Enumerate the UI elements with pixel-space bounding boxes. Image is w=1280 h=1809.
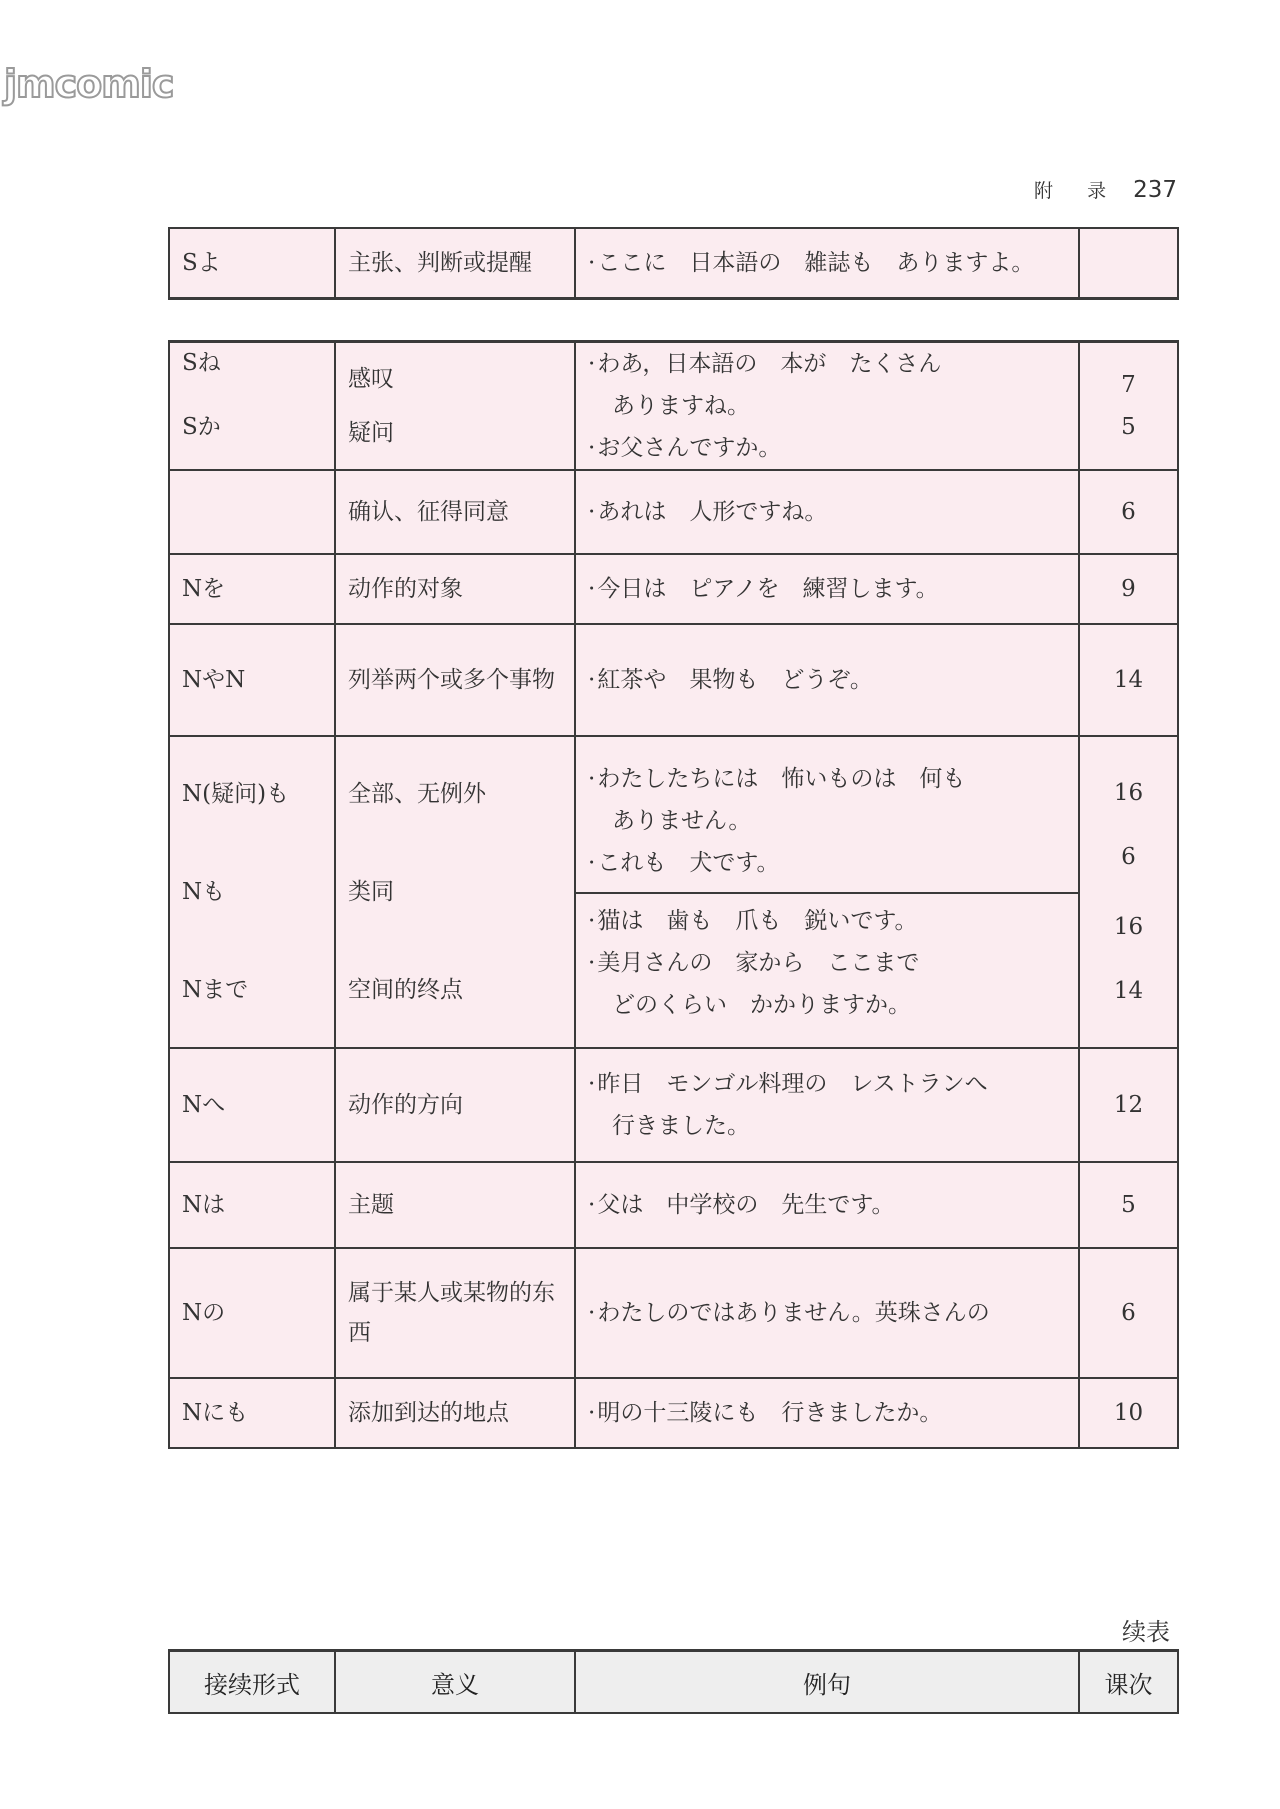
table-row <box>169 1162 1178 1248</box>
grammar-table-main <box>168 340 1179 1449</box>
lesson-cell: 10 <box>1079 1378 1178 1448</box>
form-text: Sね <box>182 350 221 376</box>
lesson-number: 5 <box>1121 414 1136 440</box>
example-text: ありません。 <box>612 808 752 834</box>
example-text: ここに 日本語の 雑誌も ありますよ。 <box>597 249 1035 276</box>
page-number: 237 <box>1133 177 1177 203</box>
table-row <box>169 342 1178 471</box>
meaning-text: 感叹 <box>348 366 394 392</box>
table-row <box>169 554 1178 624</box>
site-watermark: jmcomic <box>4 62 174 106</box>
meaning-cell: 添加到达的地点 <box>335 1378 575 1448</box>
example-cell: ·わあ，日本語の 本が たくさん ありますね。 ·お父さんですか。 <box>575 342 1079 471</box>
lesson-number: 14 <box>1113 978 1144 1004</box>
form-cell: Nにも <box>169 1378 335 1448</box>
example-text: 今日は ピアノを 練習します。 <box>597 576 939 602</box>
meaning-cell: 动作的对象 <box>335 554 575 624</box>
form-cell: Nは <box>169 1162 335 1248</box>
lesson-cell: 12 <box>1079 1048 1178 1162</box>
table-row <box>169 1248 1178 1378</box>
page-header <box>1034 176 1177 203</box>
table-row <box>169 736 1178 1048</box>
lesson-cell: 14 <box>1079 624 1178 736</box>
lesson-number: 16 <box>1113 780 1144 806</box>
continued-label: 续表 <box>1122 1618 1170 1646</box>
meaning-cell: 动作的方向 <box>335 1048 575 1162</box>
meaning-cell <box>335 342 575 471</box>
lesson-cell: 5 <box>1079 1162 1178 1248</box>
form-cell: Nへ <box>169 1048 335 1162</box>
form-text: Nも <box>182 879 226 905</box>
example-text: わたしたちには 怖いものは 何も <box>597 766 966 792</box>
example-text: 昨日 モンゴル料理の レストランへ <box>597 1071 988 1097</box>
example-text: 父は 中学校の 先生です。 <box>597 1192 895 1218</box>
meaning-text: 疑问 <box>348 420 394 446</box>
column-header-lesson: 课次 <box>1079 1651 1178 1714</box>
meaning-cell: 主题 <box>335 1162 575 1248</box>
form-text: N(疑问)も <box>182 781 290 807</box>
meaning-text: 全部、无例外 <box>348 781 486 807</box>
example-cell: ·あれは 人形ですね。 <box>575 470 1079 554</box>
lesson-number: 6 <box>1121 844 1136 870</box>
meaning-cell: 列举两个或多个事物 <box>335 624 575 736</box>
example-text: わたしのではありません。英珠さんの <box>597 1300 990 1326</box>
example-text: 明の十三陵にも 行きましたか。 <box>597 1400 943 1426</box>
form-text: Nまで <box>182 977 249 1003</box>
column-header-form: 接续形式 <box>169 1651 335 1714</box>
example-cell: ·昨日 モンゴル料理の レストランへ 行きました。 <box>575 1048 1079 1162</box>
grammar-table-top <box>168 227 1179 300</box>
example-text: 紅茶や 果物も どうぞ。 <box>597 667 873 693</box>
form-cell: Sよ <box>169 228 335 298</box>
table-row <box>169 228 1178 298</box>
example-cell: ·明の十三陵にも 行きましたか。 <box>575 1378 1079 1448</box>
column-header-meaning: 意义 <box>335 1651 575 1714</box>
meaning-cell: 确认、征得同意 <box>335 470 575 554</box>
meaning-cell: 主张、判断或提醒 <box>335 228 575 298</box>
example-text: どのくらい かかりますか。 <box>612 992 911 1018</box>
lesson-cell: 6 <box>1079 1248 1178 1378</box>
example-cell: ·ここに 日本語の 雑誌も ありますよ。 <box>575 228 1079 298</box>
example-text: お父さんですか。 <box>597 435 782 461</box>
example-text: 美月さんの 家から ここまで <box>597 950 920 976</box>
appendix-label: 附 录 <box>1034 180 1121 202</box>
example-cell: ·紅茶や 果物も どうぞ。 <box>575 624 1079 736</box>
example-text: 行きました。 <box>612 1113 750 1139</box>
lesson-cell: 6 <box>1079 470 1178 554</box>
example-text: わあ，日本語の 本が たくさん <box>597 351 942 377</box>
meaning-cell: 属于某人或某物的东西 <box>335 1248 575 1378</box>
lesson-number: 16 <box>1113 914 1144 940</box>
example-cell: ·父は 中学校の 先生です。 <box>575 1162 1079 1248</box>
form-cell <box>169 736 335 1048</box>
meaning-text: 类同 <box>348 879 394 905</box>
example-text: 猫は 歯も 爪も 鋭いです。 <box>597 908 918 934</box>
example-text: これも 犬です。 <box>597 850 780 876</box>
example-cell: ·わたしのではありません。英珠さんの <box>575 1248 1079 1378</box>
table-header <box>168 1649 1179 1714</box>
form-text: Sか <box>182 414 221 440</box>
lesson-cell <box>1079 228 1178 298</box>
form-cell: Nを <box>169 554 335 624</box>
form-cell: NやN <box>169 624 335 736</box>
lesson-number: 7 <box>1121 372 1136 398</box>
lesson-cell <box>1079 342 1178 471</box>
column-header-example: 例句 <box>575 1651 1079 1714</box>
example-text: ありますね。 <box>612 393 750 419</box>
lesson-cell <box>1079 736 1178 1048</box>
meaning-text: 空间的终点 <box>348 977 463 1003</box>
form-cell <box>169 342 335 471</box>
form-cell <box>169 470 335 554</box>
form-cell: Nの <box>169 1248 335 1378</box>
example-cell: ·わたしたちには 怖いものは 何も ありません。 ·これも 犬です。 ·猫は 歯も 爪も 鋭いです。 ·美月さんの 家から ここまで どのくらい かかりますか。 <box>575 736 1079 1048</box>
example-cell: ·今日は ピアノを 練習します。 <box>575 554 1079 624</box>
example-text: あれは 人形ですね。 <box>597 499 828 525</box>
table-row <box>169 1048 1178 1162</box>
meaning-cell <box>335 736 575 1048</box>
table-row <box>169 624 1178 736</box>
table-row <box>169 470 1178 554</box>
table-row <box>169 1378 1178 1448</box>
lesson-cell: 9 <box>1079 554 1178 624</box>
